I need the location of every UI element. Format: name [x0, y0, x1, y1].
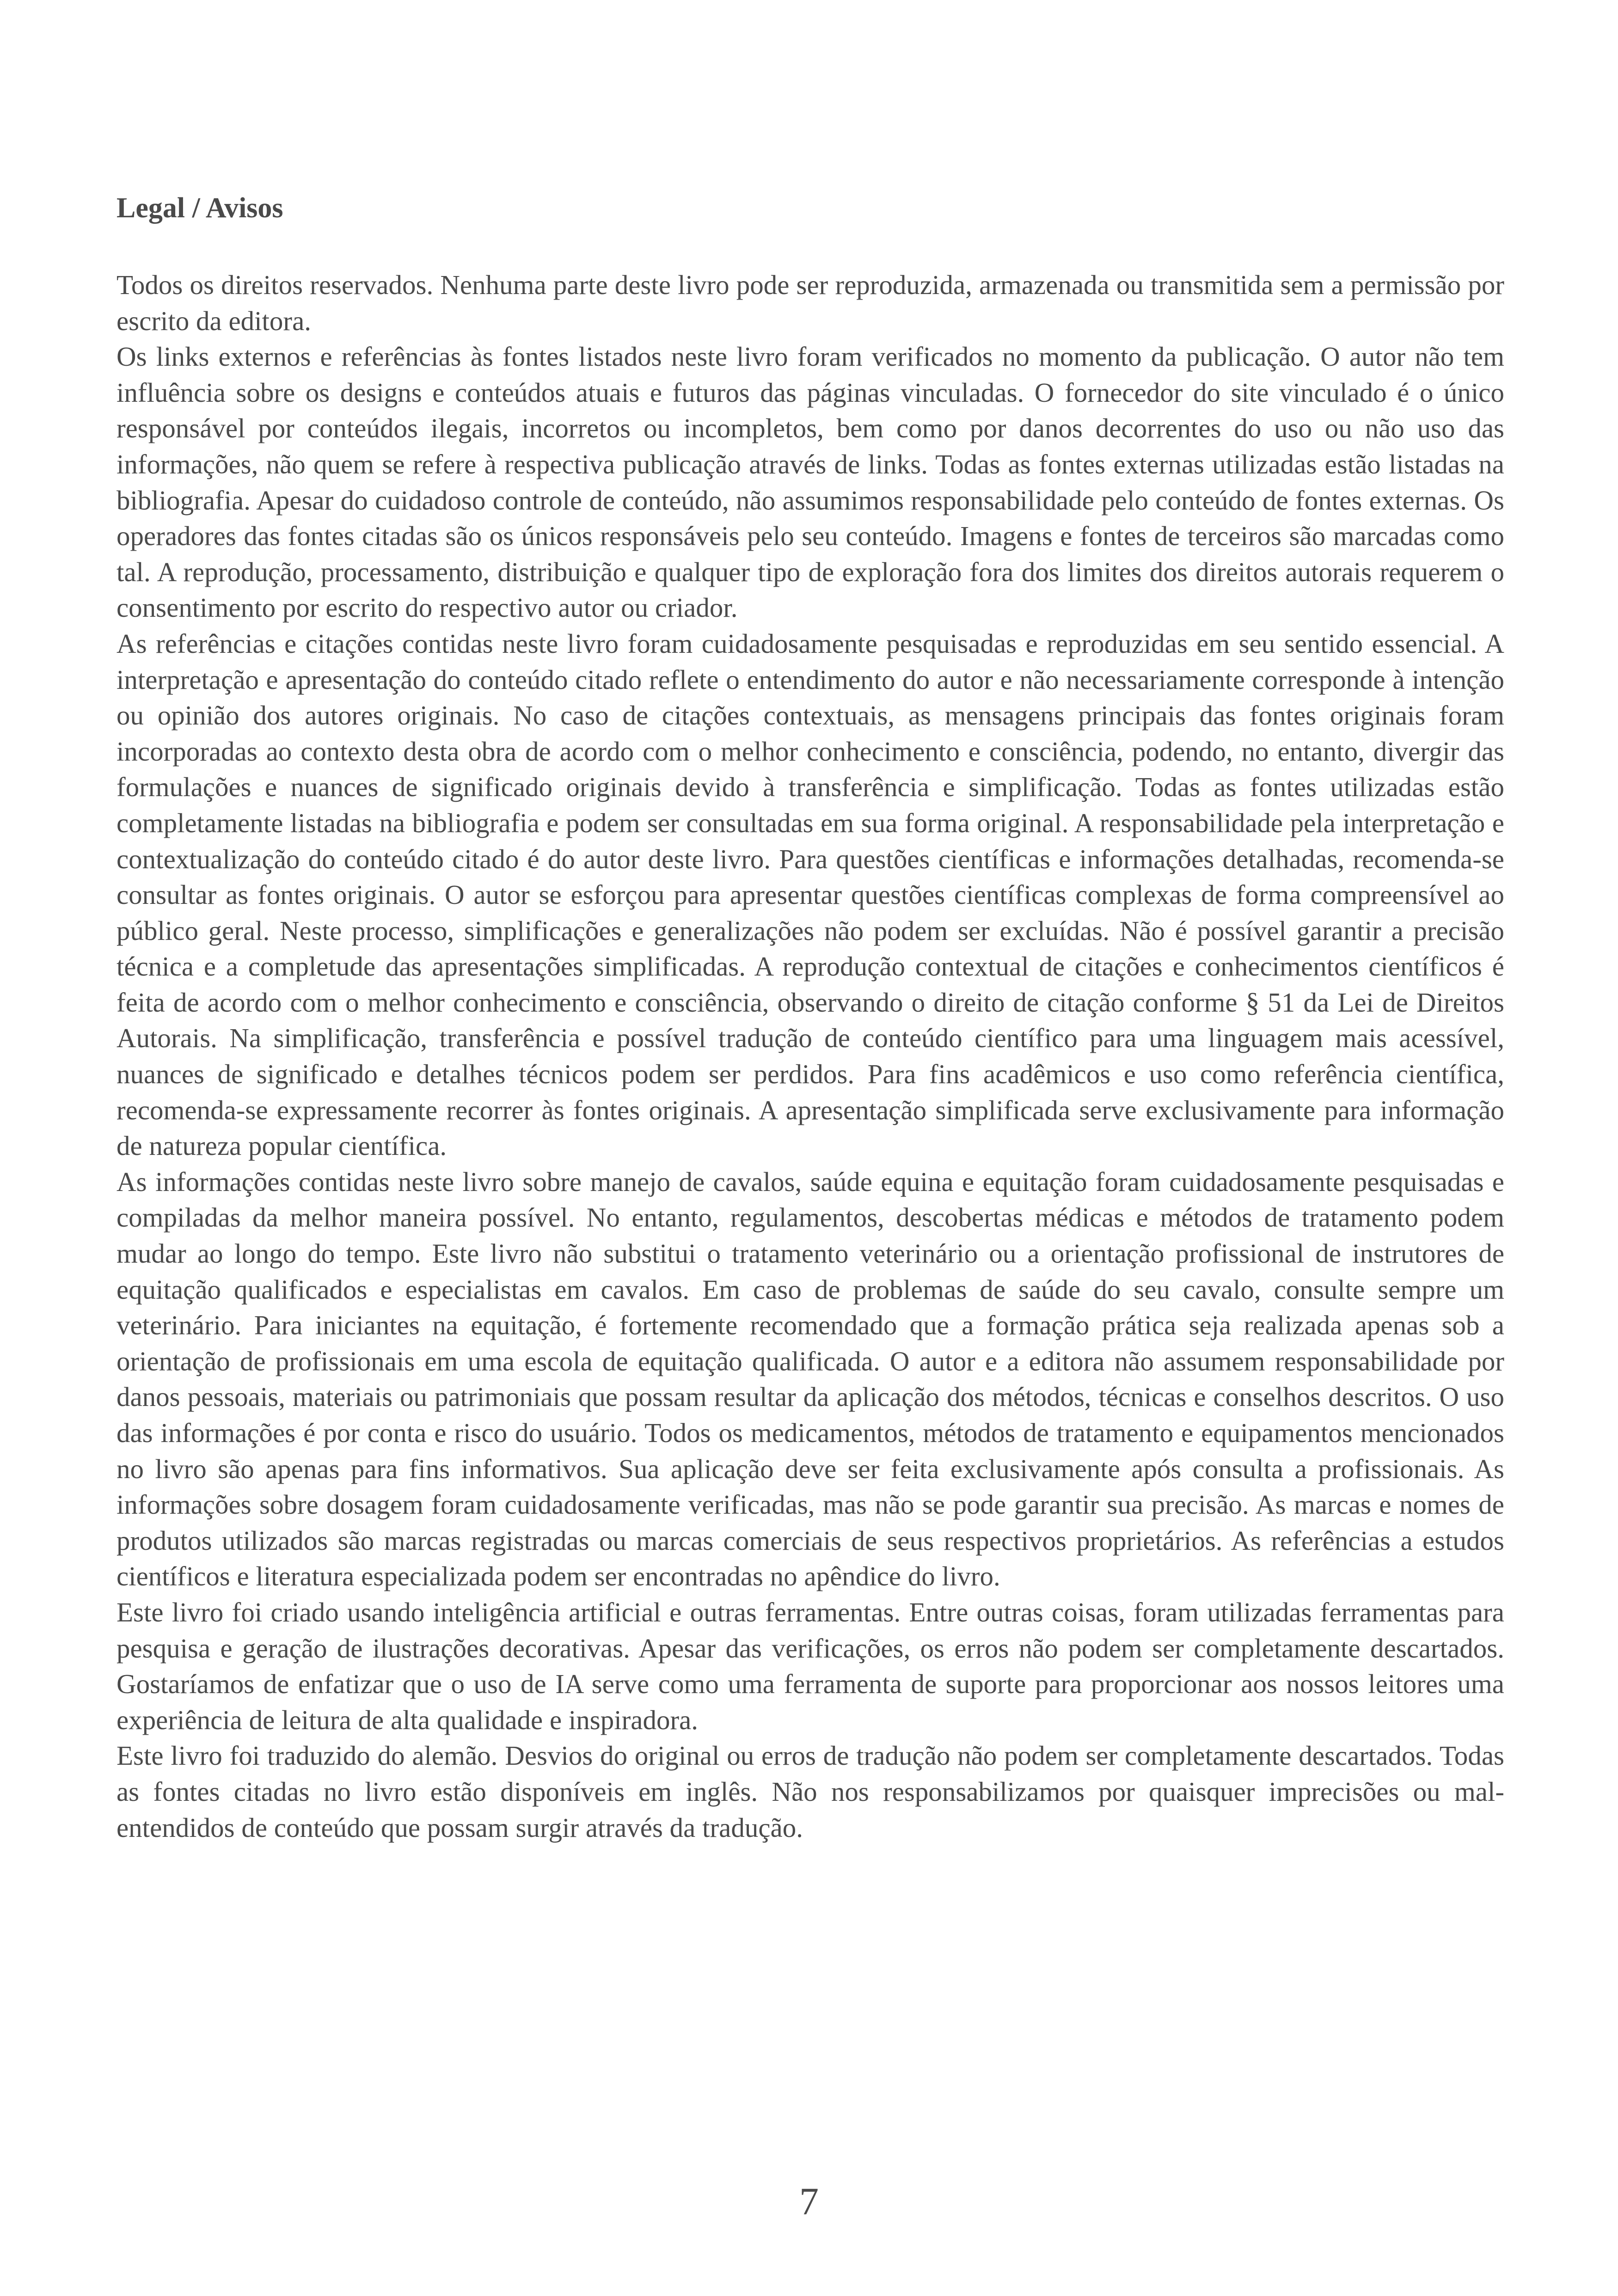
paragraph-ai-usage: Este livro foi criado usando inteligência artificial e outras ferramentas. Entre outras coisas, foram utilizadas ferramentas para pesquisa e geração de ilustrações decorativas. Apesar das verificações, os erros não podem ser completamente descartados. Gostaríamos de enfatizar que o uso de IA serve como uma ferramenta de suporte para proporcionar aos nossos leitores uma experiência de leitura de alta qualidade e inspiradora.: [116, 1596, 1504, 1735]
paragraph-translation: Este livro foi traduzido do alemão. Desvios do original ou erros de tradução não podem ser completamente descartados. Todas as fontes citadas no livro estão disponíveis em inglês. Não nos responsabilizamos por quaisquer imprecisões ou mal-entendidos de conteúdo que possam surgir através da tradução.: [116, 1740, 1504, 1843]
paragraph-external-links: Os links externos e referências às fontes listados neste livro foram verificados no momento da publicação. O autor não tem influência sobre os designs e conteúdos atuais e futuros das páginas vinculadas. O fornecedor do site vinculado é o único responsável por conteúdos ilegais, incorretos ou incompletos, bem como por danos decorrentes do uso ou não uso das informações, não quem se refere à respectiva publicação através de links. Todas as fontes externas utilizadas estão listadas na bibliografia. Apesar do cuidadoso controle de conteúdo, não assumimos responsabilidade pelo conteúdo de fontes externas. Os operadores das fontes citadas são os únicos responsáveis pelo seu conteúdo. Imagens e fontes de terceiros são marcadas como tal. A reprodução, processamento, distribuição e qualquer tipo de exploração fora dos limites dos direitos autorais requerem o consentimento por escrito do respectivo autor ou criador.: [116, 341, 1504, 623]
section-title: Legal / Avisos: [116, 192, 283, 224]
page-number: 7: [799, 2180, 819, 2223]
paragraph-equine-disclaimer: As informações contidas neste livro sobre manejo de cavalos, saúde equina e equitação foram cuidadosamente pesquisadas e compiladas da melhor maneira possível. No entanto, regulamentos, descobertas médicas e métodos de tratamento podem mudar ao longo do tempo. Este livro não substitui o tratamento veterinário ou a orientação profissional de instrutores de equitação qualificados e especialistas em cavalos. Em caso de problemas de saúde do seu cavalo, consulte sempre um veterinário. Para iniciantes na equitação, é fortemente recomendado que a formação prática seja realizada apenas sob a orientação de profissionais em uma escola de equitação qualificada. O autor e a editora não assumem responsabilidade por danos pessoais, materiais ou patrimoniais que possam resultar da aplicação dos métodos, técnicas e conselhos descritos. O uso das informações é por conta e risco do usuário. Todos os medicamentos, métodos de tratamento e equipamentos mencionados no livro são apenas para fins informativos. Sua aplicação deve ser feita exclusivamente após consulta a profissionais. As informações sobre dosagem foram cuidadosamente verificadas, mas não se pode garantir sua precisão. As marcas e nomes de produtos utilizados são marcas registradas ou marcas comerciais de seus respectivos proprietários. As referências a estudos científicos e literatura especializada podem ser encontradas no apêndice do livro.: [116, 1166, 1504, 1592]
legal-notice-page: [116, 190, 1504, 1846]
paragraph-copyright: Todos os direitos reservados. Nenhuma parte deste livro pode ser reproduzida, armazenada ou transmitida sem a permissão por escrito da editora.: [116, 270, 1504, 336]
paragraph-citations: As referências e citações contidas neste livro foram cuidadosamente pesquisadas e reproduzidas em seu sentido essencial. A interpretação e apresentação do conteúdo citado reflete o entendimento do autor e não necessariamente corresponde à intenção ou opinião dos autores originais. No caso de citações contextuais, as mensagens principais das fontes originais foram incorporadas ao contexto desta obra de acordo com o melhor conhecimento e consciência, podendo, no entanto, divergir das formulações e nuances de significado originais devido à transferência e simplificação. Todas as fontes utilizadas estão completamente listadas na bibliografia e podem ser consultadas em sua forma original. A responsabilidade pela interpretação e contextualização do conteúdo citado é do autor deste livro. Para questões científicas e informações detalhadas, recomenda-se consultar as fontes originais. O autor se esforçou para apresentar questões científicas complexas de forma compreensível ao público geral. Neste processo, simplificações e generalizações não podem ser excluídas. Não é possível garantir a precisão técnica e a completude das apresentações simplificadas. A reprodução contextual de citações e conhecimentos científicos é feita de acordo com o melhor conhecimento e consciência, observando o direito de citação conforme § 51 da Lei de Direitos Autorais. Na simplificação, transferência e possível tradução de conteúdo científico para uma linguagem mais acessível, nuances de significado e detalhes técnicos podem ser perdidos. Para fins acadêmicos e uso como referência científica, recomenda-se expressamente recorrer às fontes originais. A apresentação simplificada serve exclusivamente para informação de natureza popular científica.: [116, 628, 1504, 1161]
